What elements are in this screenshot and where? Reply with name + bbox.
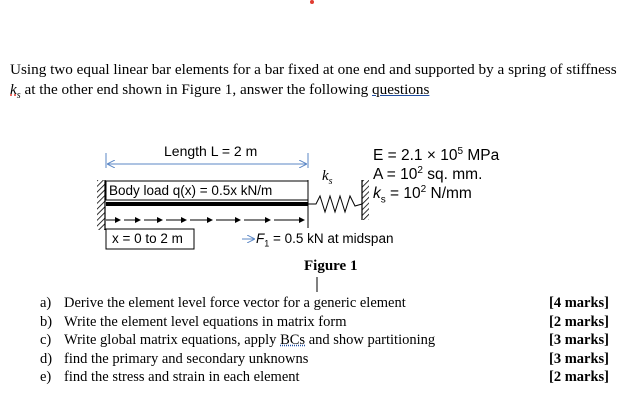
- spring: [308, 196, 362, 212]
- marks-column: [543, 294, 609, 387]
- marks-b: [2 marks]: [548, 313, 609, 330]
- question-b: b) Write the element level equations in matrix form: [40, 313, 347, 330]
- fixed-wall-left: [97, 180, 105, 230]
- question-e: e) find the stress and strain in each element: [40, 369, 300, 386]
- body-load-label: Body load q(x) = 0.5x kN/m: [109, 183, 273, 198]
- force-label: $F_1 = 0.5$ kN at midspan: [256, 231, 394, 249]
- spring-stiffness: $k_s = 10^2$ N/mm: [373, 184, 472, 206]
- figure-caption: Figure 1: [304, 258, 358, 274]
- statement-text-3: questions: [372, 81, 430, 98]
- question-d: d) find the primary and secondary unknowns: [40, 350, 309, 367]
- statement-text-2: at the other end shown in Figure 1, answer the following: [20, 81, 373, 98]
- cross-section-area: $A = 10^2$ sq. mm.: [373, 165, 483, 184]
- question-list: [40, 294, 435, 387]
- bar: [106, 202, 308, 206]
- statement-text-1: Using two equal linear bar elements for a bar fixed at one end and supported by a spring of stiffness: [10, 61, 617, 78]
- marks-e: [2 marks]: [548, 369, 609, 386]
- question-a: a) Derive the element level force vector for a generic element: [40, 295, 406, 311]
- question-c: c) Write global matrix equations, apply BCs and show partitioning: [40, 332, 436, 349]
- marks-d: [3 marks]: [548, 350, 609, 367]
- youngs-modulus: $E = 2.1 \times 10^5$ MPa: [373, 146, 500, 165]
- marks-a: [4 marks]: [548, 295, 609, 311]
- ks-symbol: $k_s$: [10, 81, 21, 102]
- length-label: Length L = 2 m: [164, 143, 258, 159]
- x-range-label: x = 0 to 2 m: [112, 231, 183, 246]
- marks-c: [3 marks]: [548, 332, 609, 349]
- fixed-wall-right: [362, 180, 369, 220]
- ks-spring-label: $k_s$: [322, 168, 333, 187]
